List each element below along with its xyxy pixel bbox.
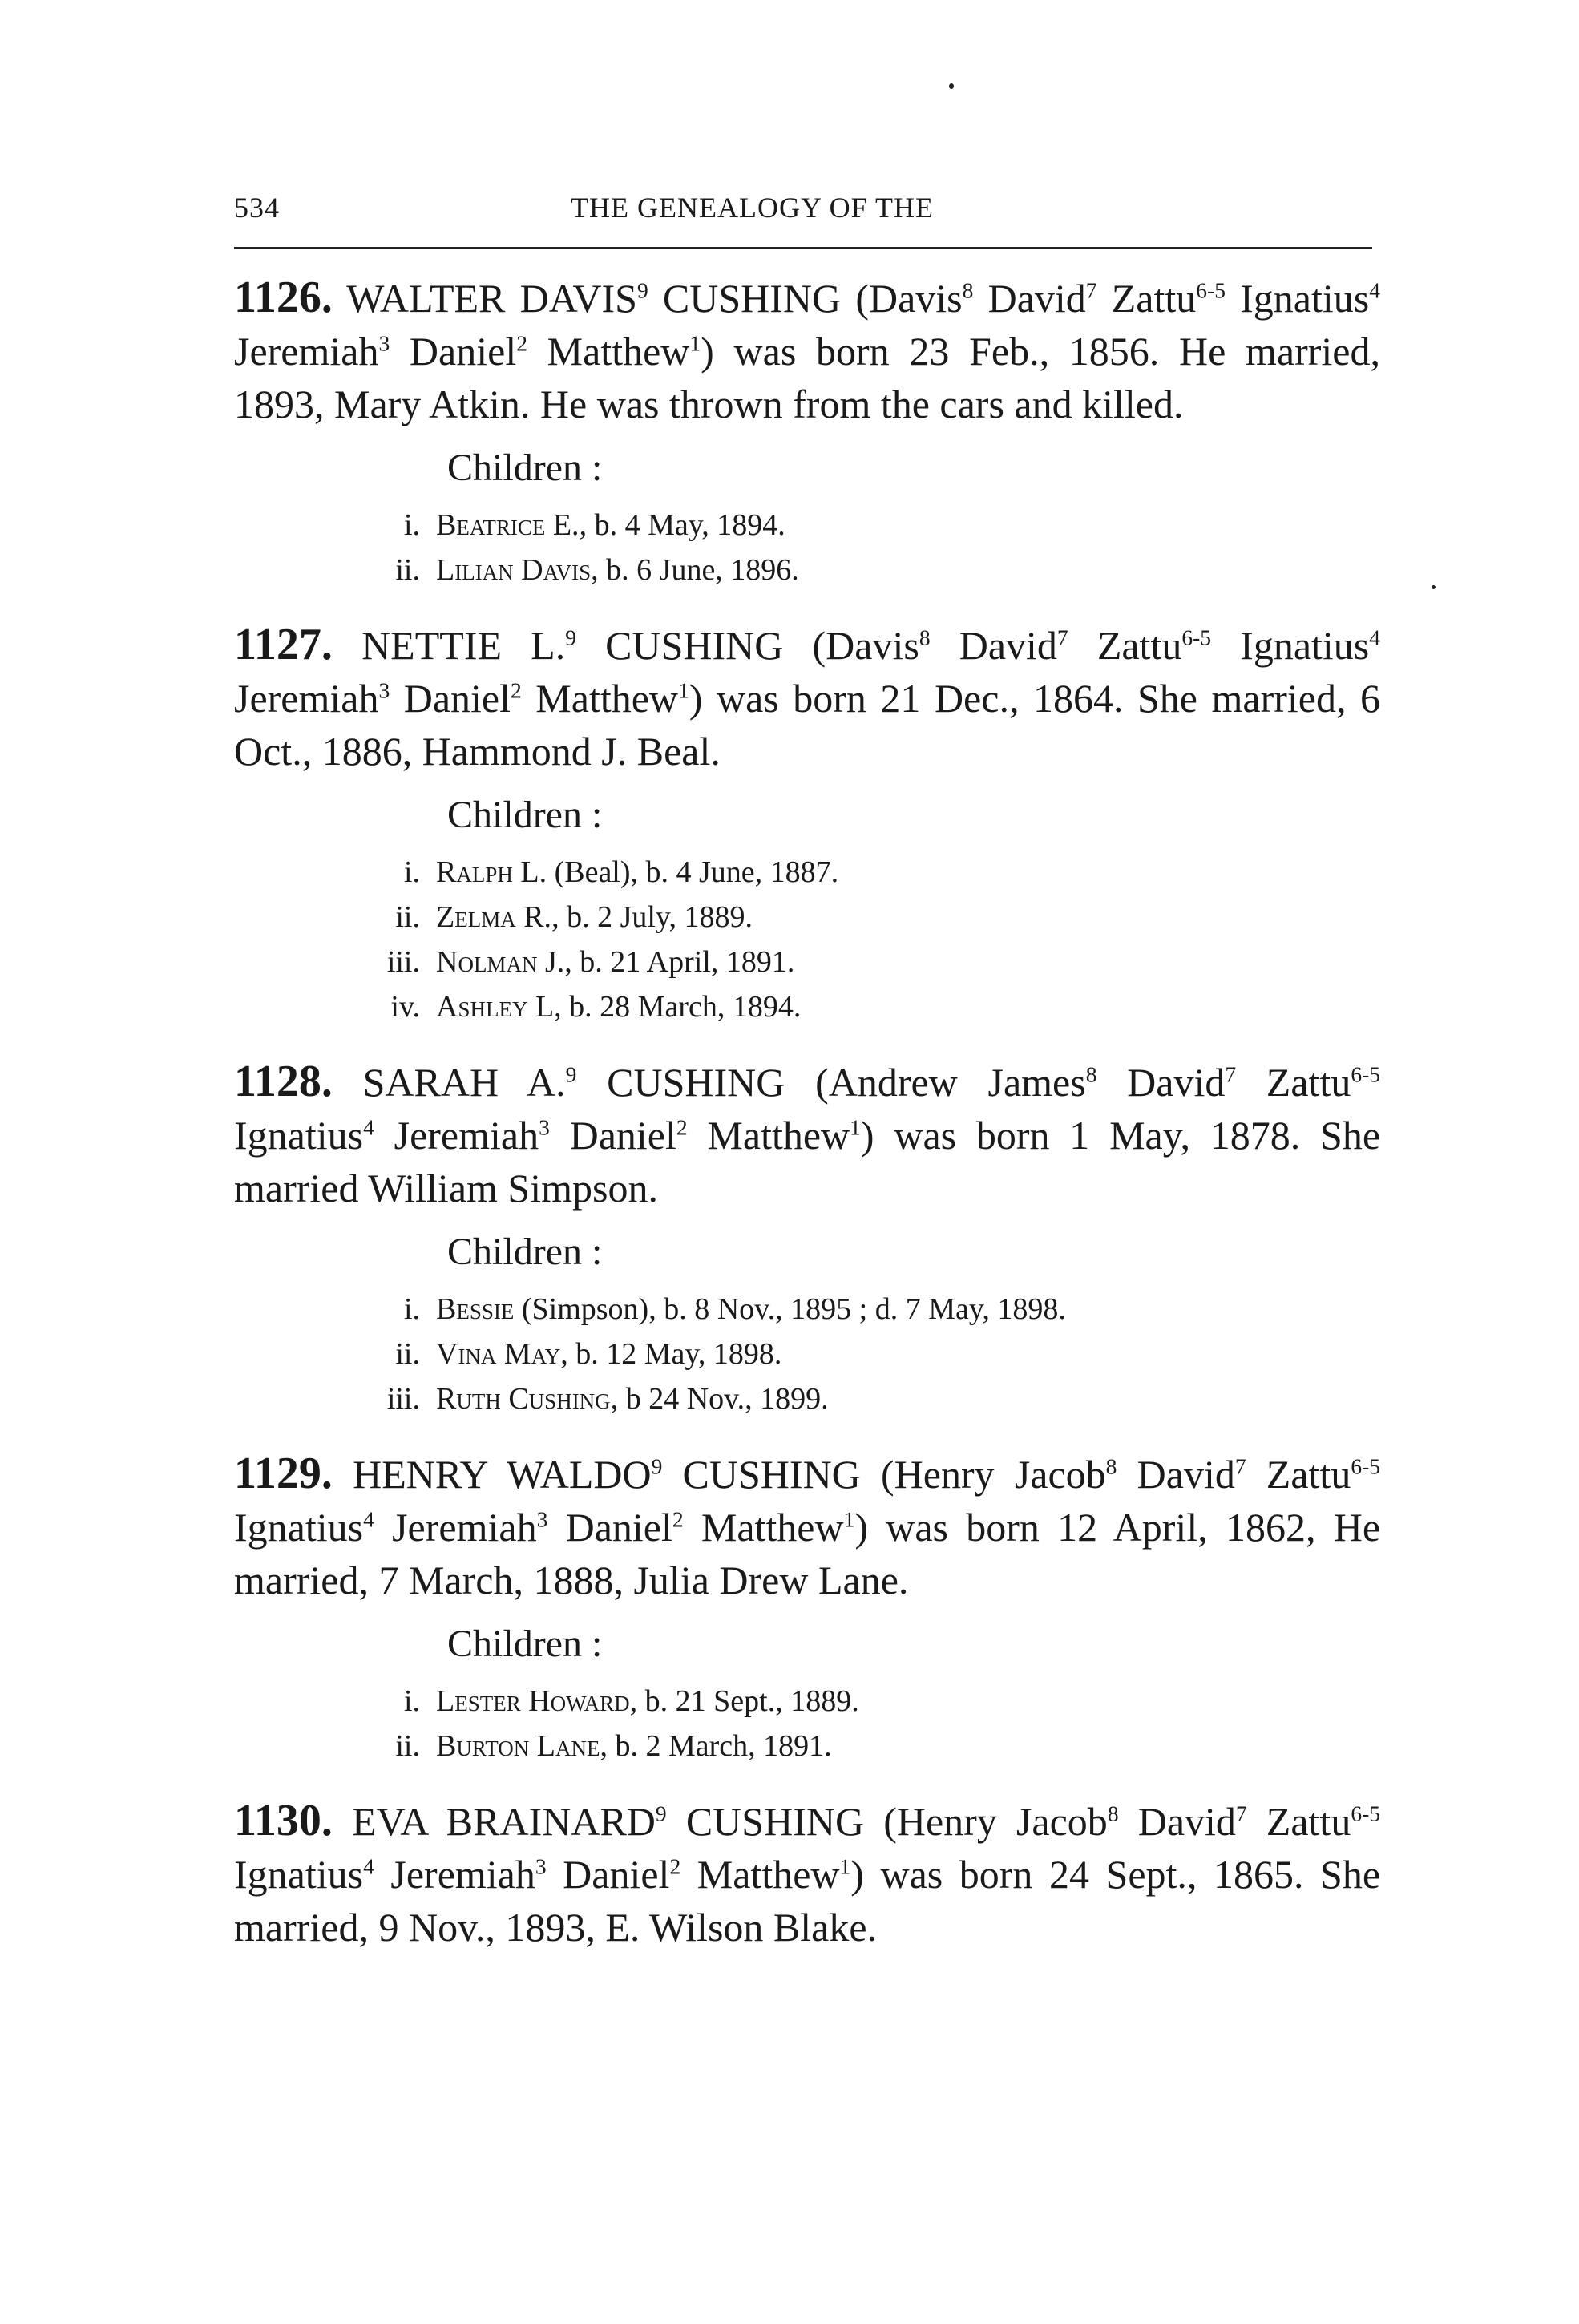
person-name: EVA BRAINARD	[352, 1799, 656, 1844]
entry-text: ) was born 12 April, 1862, He married, 7 March, 1888, Julia Drew Lane.	[234, 1505, 1381, 1603]
generation-superscript: 4	[363, 1506, 374, 1532]
child-details: , b. 21 April, 1891.	[564, 945, 795, 979]
generation-superscript: 7	[1235, 1801, 1247, 1826]
generation-superscript: 4	[1369, 277, 1380, 303]
generation-number: 9	[655, 1801, 667, 1826]
generation-superscript: 7	[1056, 624, 1068, 650]
person-name: NETTIE L.	[361, 623, 566, 668]
running-title: THE GENEALOGY OF THE	[571, 192, 934, 224]
entry-text: ) was born 24 Sept., 1865. She married, 9 Nov., 1893, E. Wilson Blake.	[234, 1852, 1381, 1950]
generation-superscript: 1	[678, 677, 689, 703]
children-label: Children :	[447, 794, 603, 836]
child-roman-numeral: i.	[403, 855, 420, 889]
generation-superscript: 6-5	[1351, 1453, 1380, 1479]
entry-text: Daniel	[547, 1505, 672, 1550]
entry-text: ) was born 21 Dec., 1864. She married, 6 Oct., 1886, Hammond J. Beal.	[234, 676, 1381, 774]
entry-text: Zattu	[1246, 1799, 1351, 1844]
entry-text: David	[1117, 1452, 1235, 1497]
child-item	[234, 1679, 1380, 1724]
child-roman-numeral: ii.	[395, 900, 420, 934]
generation-superscript: 7	[1085, 277, 1097, 303]
child-roman-numeral: iii.	[386, 945, 420, 979]
entry-text: David	[1096, 1060, 1226, 1105]
child-name: Lilian Davis	[436, 553, 592, 587]
child-details: , b. 4 May, 1894.	[579, 508, 785, 542]
entry-text: Jeremiah	[234, 329, 379, 374]
generation-superscript: 3	[378, 330, 390, 356]
child-item	[234, 1287, 1380, 1332]
entry-text: Ignatius	[1211, 623, 1370, 668]
child-roman-numeral: ii.	[395, 1337, 420, 1371]
generation-superscript: 8	[1105, 1453, 1117, 1479]
child-name: Zelma R.	[436, 900, 552, 934]
entry-text: ) was born 23 Feb., 1856. He married, 1893, Mary Atkin. He was thrown from the cars and killed.	[234, 329, 1380, 426]
entry-text: Daniel	[549, 1113, 676, 1158]
page-number: 534	[234, 192, 280, 224]
entry-text: Daniel	[546, 1852, 670, 1897]
entry-text: David	[973, 276, 1086, 321]
entry-text: Zattu	[1236, 1060, 1351, 1105]
entry-text: Daniel	[390, 676, 511, 721]
generation-superscript: 7	[1225, 1061, 1237, 1087]
print-speck	[949, 83, 954, 89]
child-name: Beatrice E.	[436, 508, 580, 542]
entry-text: Jeremiah	[374, 1852, 535, 1897]
generation-superscript: 3	[535, 1853, 547, 1879]
entry-paragraph	[234, 618, 1380, 778]
child-details: , b. 21 Sept., 1889.	[629, 1684, 859, 1718]
children-label: Children :	[447, 447, 603, 489]
child-details: , b. 2 March, 1891.	[600, 1729, 832, 1763]
generation-superscript: 8	[1085, 1061, 1097, 1087]
child-details: , b. 2 July, 1889.	[551, 900, 753, 934]
child-details: (Beal), b. 4 June, 1887.	[547, 855, 839, 889]
generation-superscript: 6-5	[1196, 277, 1226, 303]
child-roman-numeral: ii.	[395, 1729, 420, 1763]
child-name: Burton Lane	[436, 1729, 600, 1763]
entry-paragraph	[234, 1447, 1380, 1607]
entry-text: Jeremiah	[374, 1505, 537, 1550]
entry-text: CUSHING (Henry Jacob	[662, 1452, 1106, 1497]
entry-paragraph	[234, 1055, 1380, 1215]
generation-superscript: 4	[363, 1114, 374, 1140]
entry-number: 1126.	[234, 273, 333, 322]
child-item	[234, 1332, 1380, 1376]
entry-text: Zattu	[1068, 623, 1182, 668]
children-list	[234, 503, 1380, 592]
generation-superscript: 6-5	[1351, 1061, 1380, 1087]
child-roman-numeral: i.	[403, 1684, 420, 1718]
entry-text: Matthew	[680, 1852, 840, 1897]
header-rule	[234, 247, 1372, 249]
generation-superscript: 1	[839, 1853, 851, 1879]
entry-text: CUSHING (Davis	[648, 276, 963, 321]
entry-text: CUSHING (Henry Jacob	[666, 1799, 1108, 1844]
child-item	[234, 503, 1380, 548]
entry-text: Ignatius	[234, 1505, 364, 1550]
generation-superscript: 8	[1107, 1801, 1119, 1826]
print-speck	[1432, 585, 1436, 589]
child-name: Bessie	[436, 1292, 515, 1326]
child-name: Lester Howard	[436, 1684, 630, 1718]
entry-number: 1130.	[234, 1796, 333, 1845]
child-roman-numeral: i.	[403, 1292, 420, 1326]
generation-superscript: 3	[539, 1114, 550, 1140]
child-roman-numeral: iii.	[386, 1382, 420, 1416]
generation-superscript: 2	[516, 330, 527, 356]
entry-text: Daniel	[390, 329, 517, 374]
entry-text: Ignatius	[1225, 276, 1370, 321]
child-item	[234, 850, 1380, 895]
generation-superscript: 1	[689, 330, 701, 356]
child-name: Ralph L.	[436, 855, 547, 889]
child-details: , b. 6 June, 1896.	[591, 553, 799, 587]
person-name: WALTER DAVIS	[346, 276, 637, 321]
children-list	[234, 1287, 1380, 1421]
child-name: Vina May	[436, 1337, 561, 1371]
person-name: HENRY WALDO	[353, 1452, 652, 1497]
generation-superscript: 1	[843, 1506, 855, 1532]
generation-superscript: 2	[676, 1114, 688, 1140]
entry-text: Ignatius	[234, 1852, 364, 1897]
entry-text: Ignatius	[234, 1113, 364, 1158]
entry-text: Matthew	[527, 329, 690, 374]
entry-number: 1129.	[234, 1449, 333, 1498]
child-name: Nolman J.	[436, 945, 565, 979]
generation-superscript: 4	[363, 1853, 374, 1879]
child-details: , b. 28 March, 1894.	[554, 990, 802, 1024]
generation-superscript: 3	[536, 1506, 548, 1532]
entry-text: Jeremiah	[374, 1113, 539, 1158]
page-body	[234, 271, 1380, 1954]
entry-text: Zattu	[1096, 276, 1197, 321]
children-label: Children :	[447, 1623, 603, 1665]
entry-text: Matthew	[687, 1113, 850, 1158]
entry-text: David	[1118, 1799, 1236, 1844]
entry-text: CUSHING (Davis	[575, 623, 919, 668]
generation-superscript: 2	[511, 677, 522, 703]
children-list	[234, 850, 1380, 1029]
child-item	[234, 1376, 1380, 1421]
generation-number: 9	[636, 277, 648, 303]
children-label: Children :	[447, 1231, 603, 1273]
entry-paragraph	[234, 271, 1380, 430]
child-details: , b 24 Nov., 1899.	[610, 1382, 829, 1416]
generation-superscript: 3	[378, 677, 390, 703]
child-name: Ashley L	[436, 990, 555, 1024]
generation-superscript: 2	[672, 1506, 684, 1532]
generation-superscript: 7	[1234, 1453, 1246, 1479]
generation-superscript: 4	[1369, 624, 1381, 650]
generation-superscript: 6-5	[1181, 624, 1212, 650]
children-list	[234, 1679, 1380, 1768]
generation-superscript: 8	[962, 277, 974, 303]
child-item	[234, 984, 1380, 1029]
child-item	[234, 1724, 1380, 1768]
child-name: Ruth Cushing	[436, 1382, 611, 1416]
child-roman-numeral: ii.	[395, 553, 420, 587]
entry-text: Matthew	[521, 676, 679, 721]
child-item	[234, 940, 1380, 984]
child-item	[234, 895, 1380, 940]
entry-text: Zattu	[1246, 1452, 1351, 1497]
person-name: SARAH A.	[362, 1060, 566, 1105]
child-details: (Simpson), b. 8 Nov., 1895 ; d. 7 May, 1898.	[514, 1292, 1066, 1326]
generation-number: 9	[565, 1061, 577, 1087]
generation-superscript: 2	[669, 1853, 681, 1879]
child-roman-numeral: i.	[403, 508, 420, 542]
entry-text: CUSHING (Andrew James	[576, 1060, 1086, 1105]
entry-text: Matthew	[683, 1505, 844, 1550]
entry-number: 1128.	[234, 1057, 333, 1106]
generation-superscript: 6-5	[1351, 1801, 1380, 1826]
entry-paragraph	[234, 1794, 1380, 1954]
generation-superscript: 1	[850, 1114, 861, 1140]
generation-number: 9	[565, 624, 576, 650]
child-roman-numeral: iv.	[390, 990, 420, 1024]
child-details: , b. 12 May, 1898.	[560, 1337, 782, 1371]
entry-text: ) was born 1 May, 1878. She married William Simpson.	[234, 1113, 1381, 1211]
generation-superscript: 8	[919, 624, 931, 650]
child-item	[234, 548, 1380, 592]
entry-number: 1127.	[234, 620, 333, 669]
entry-text: David	[930, 623, 1057, 668]
entry-text: Jeremiah	[234, 676, 379, 721]
generation-number: 9	[651, 1453, 663, 1479]
